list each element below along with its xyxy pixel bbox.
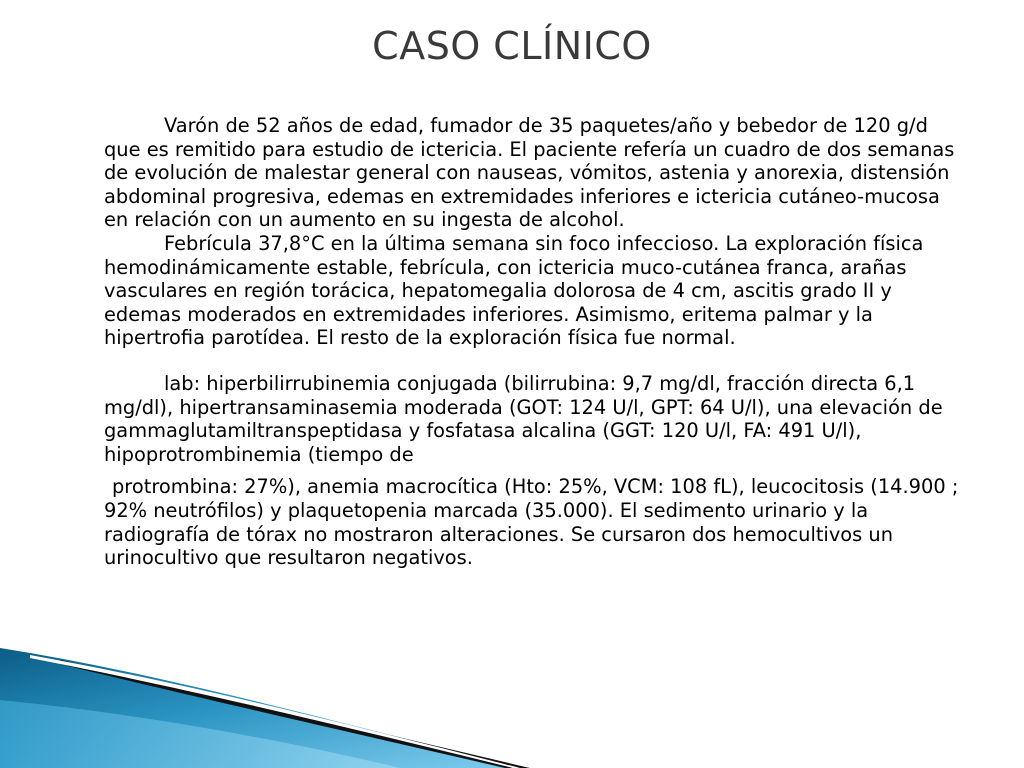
paragraph-spacer xyxy=(104,350,970,372)
swoosh-light-band xyxy=(0,700,400,768)
slide-title: CASO CLÍNICO xyxy=(372,24,652,68)
slide-body xyxy=(104,114,970,570)
paragraph-physical-exam: Febrícula 37,8°C en la última semana sin foco infeccioso. La exploración física hemodinámicamente estable, febrícula, con ictericia muco-cutánea franca, arañas vasculares en región torácica, hepatomegalia dolorosa de 4 cm, ascitis grado II y edemas moderados en extremidades inferiores. Asimismo, eritema palmar y la hipertrofia parotídea. El resto de la exploración física fue normal. xyxy=(104,231,924,350)
paragraph-lab-results-continued: protrombina: 27%), anemia macrocítica (Hto: 25%, VCM: 108 fL), leucocitosis (14.900 ; 92% neutrófilos) y plaquetopenia marcada (35.000). El sedimento urinario y la radiografía de tórax no mostraron alteraciones. Se cursaron dos hemocultivos un urinocultivo que resultaron negativos. xyxy=(104,475,959,570)
swoosh-black-stripe xyxy=(60,660,530,768)
paragraph-case-history: Varón de 52 años de edad, fumador de 35 paquetes/año y bebedor de 120 g/d que es remitido para estudio de ictericia. El paciente refería un cuadro de dos semanas de evolución de malestar general con nauseas, vómitos, astenia y anorexia, distensión abdominal progresiva, edemas en extremidades inferiores e ictericia cutáneo-mucosa en relación con un aumento en su ingesta de alcohol. xyxy=(104,114,955,232)
swoosh-white-line xyxy=(30,655,520,768)
swoosh-blue-band xyxy=(0,648,520,768)
paragraph-lab-results: lab: hiperbilirrubinemia conjugada (bilirrubina: 9,7 mg/dl, fracción directa 6,1 mg/dl), hipertransaminasemia moderada (GOT: 124 U/l, GPT: 64 U/l), una elevación de gammaglutamiltranspeptidasa y fosfatasa alcalina (GGT: 120 U/l, FA: 491 U/l), hipoprotrombinemia (tiempo de xyxy=(104,371,943,466)
